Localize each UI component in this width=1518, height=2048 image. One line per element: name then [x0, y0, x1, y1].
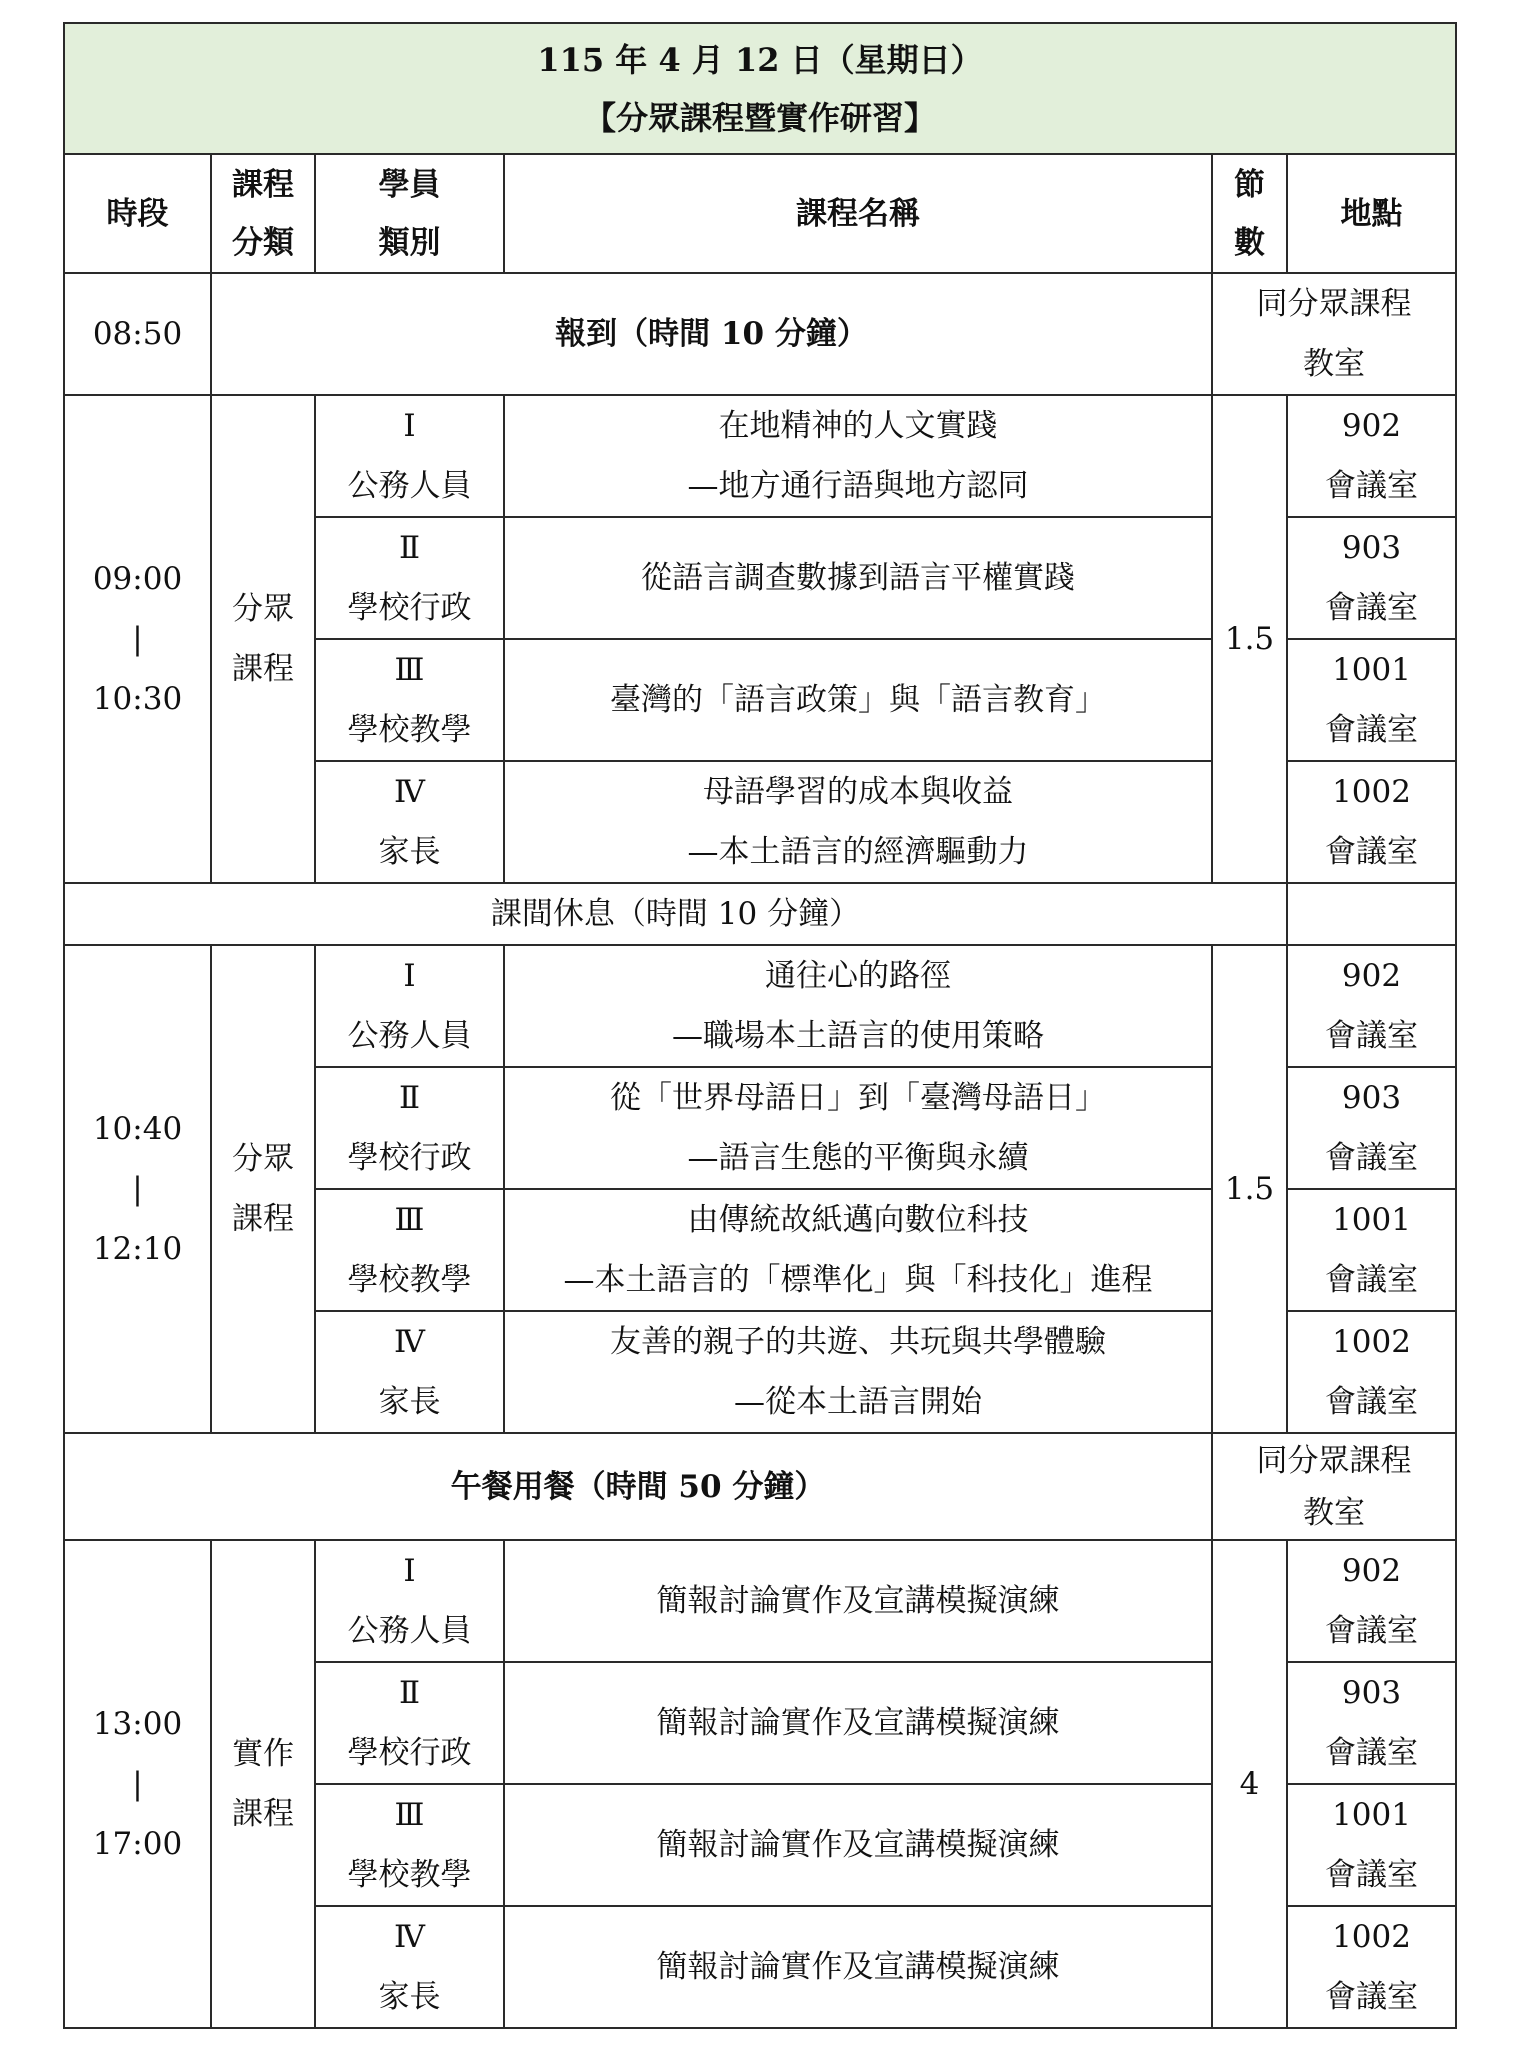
room-label: 會議室 — [1325, 1262, 1419, 1298]
session3-time-separator: | — [132, 1766, 143, 1802]
room-label: 會議室 — [1325, 468, 1419, 504]
session1-time — [64, 395, 211, 883]
course-cell — [504, 1540, 1212, 1662]
session3-category-line1: 實作 — [232, 1736, 294, 1772]
audience-label: 學校行政 — [347, 1140, 472, 1176]
session3-sessions: 4 — [1212, 1540, 1287, 2028]
audience-numeral: Ⅳ — [394, 774, 425, 810]
lunch-location — [1212, 1433, 1456, 1540]
room-label: 會議室 — [1325, 1979, 1419, 2015]
audience-cell — [315, 1189, 504, 1311]
break-row — [64, 883, 1456, 945]
audience-label: 公務人員 — [347, 468, 472, 504]
audience-numeral: Ⅲ — [394, 1797, 425, 1833]
session1-sessions: 1.5 — [1212, 395, 1287, 883]
course-cell — [504, 1784, 1212, 1906]
audience-numeral: Ⅲ — [394, 652, 425, 688]
room-number: 902 — [1341, 958, 1402, 994]
room-label: 會議室 — [1325, 1613, 1419, 1649]
course-title: 友善的親子的共遊、共玩與共學體驗 — [610, 1324, 1106, 1360]
checkin-row — [64, 273, 1456, 395]
title-banner — [64, 23, 1456, 154]
course-title: 簡報討論實作及宣講模擬演練 — [656, 1705, 1060, 1741]
audience-cell — [315, 1906, 504, 2028]
course-title: 簡報討論實作及宣講模擬演練 — [656, 1583, 1060, 1619]
audience-numeral: Ⅰ — [403, 408, 416, 444]
session2-sessions: 1.5 — [1212, 945, 1287, 1433]
header-sessions — [1212, 154, 1287, 273]
session2-time-start: 10:40 — [92, 1111, 183, 1147]
checkin-label: 報到（時間 10 分鐘） — [211, 273, 1212, 395]
audience-label: 學校教學 — [347, 712, 472, 748]
audience-numeral: Ⅱ — [398, 1675, 421, 1711]
audience-cell — [315, 945, 504, 1067]
session2-category-line2: 課程 — [232, 1201, 294, 1237]
header-audience-line2: 類別 — [378, 224, 441, 261]
session2-category — [211, 945, 315, 1433]
audience-cell — [315, 517, 504, 639]
lunch-row — [64, 1433, 1456, 1540]
header-location: 地點 — [1287, 154, 1456, 273]
course-title: 在地精神的人文實踐 — [718, 408, 998, 444]
course-subtitle: —從本土語言開始 — [734, 1384, 982, 1420]
course-cell — [504, 1662, 1212, 1784]
room-label: 會議室 — [1325, 834, 1419, 870]
location-cell — [1287, 1784, 1456, 1906]
room-label: 會議室 — [1325, 712, 1419, 748]
audience-numeral: Ⅳ — [394, 1919, 425, 1955]
event-subtitle: 【分眾課程暨實作研習】 — [584, 98, 937, 137]
course-cell — [504, 1189, 1212, 1311]
header-audience — [315, 154, 504, 273]
lunch-location-line2: 教室 — [1303, 1494, 1366, 1531]
room-number: 1001 — [1332, 1797, 1411, 1833]
header-category-line2: 分類 — [232, 224, 294, 261]
audience-numeral: Ⅳ — [394, 1324, 425, 1360]
course-cell — [504, 639, 1212, 761]
course-title: 臺灣的「語言政策」與「語言教育」 — [610, 682, 1106, 718]
audience-label: 公務人員 — [347, 1018, 472, 1054]
course-title: 簡報討論實作及宣講模擬演練 — [656, 1827, 1060, 1863]
session3-time — [64, 1540, 211, 2028]
course-title: 從語言調查數據到語言平權實踐 — [641, 560, 1075, 596]
room-number: 903 — [1341, 1080, 1402, 1116]
audience-numeral: Ⅱ — [398, 530, 421, 566]
header-category — [211, 154, 315, 273]
room-number: 902 — [1341, 408, 1402, 444]
audience-label: 家長 — [378, 1384, 441, 1420]
audience-numeral: Ⅱ — [398, 1080, 421, 1116]
session3-time-end: 17:00 — [92, 1826, 183, 1862]
course-subtitle: —職場本土語言的使用策略 — [672, 1018, 1044, 1054]
course-title: 從「世界母語日」到「臺灣母語日」 — [610, 1080, 1106, 1116]
location-cell — [1287, 1906, 1456, 2028]
header-course-name: 課程名稱 — [504, 154, 1212, 273]
room-label: 會議室 — [1325, 1384, 1419, 1420]
room-label: 會議室 — [1325, 1140, 1419, 1176]
course-cell — [504, 395, 1212, 517]
location-cell — [1287, 1662, 1456, 1784]
header-period: 時段 — [64, 154, 211, 273]
course-title: 通往心的路徑 — [765, 958, 951, 994]
room-number: 1002 — [1332, 774, 1411, 810]
course-subtitle: —語言生態的平衡與永續 — [687, 1140, 1029, 1176]
checkin-location-line2: 教室 — [1303, 346, 1366, 382]
audience-label: 家長 — [378, 1979, 441, 2015]
session1-row-1 — [64, 395, 1456, 517]
location-cell — [1287, 761, 1456, 883]
course-cell — [504, 1906, 1212, 2028]
course-cell — [504, 945, 1212, 1067]
break-location — [1287, 883, 1456, 945]
course-cell — [504, 1067, 1212, 1189]
session2-time-end: 12:10 — [92, 1231, 183, 1267]
course-cell — [504, 1311, 1212, 1433]
room-number: 1001 — [1332, 1202, 1411, 1238]
header-sessions-line1: 節 — [1234, 166, 1265, 203]
audience-numeral: Ⅰ — [403, 958, 416, 994]
session3-category-line2: 課程 — [232, 1796, 294, 1832]
session2-category-line1: 分眾 — [232, 1141, 294, 1177]
lunch-label: 午餐用餐（時間 50 分鐘） — [64, 1433, 1212, 1540]
course-title: 母語學習的成本與收益 — [703, 774, 1013, 810]
room-number: 1002 — [1332, 1919, 1411, 1955]
room-number: 1001 — [1332, 652, 1411, 688]
session2-time-separator: | — [132, 1171, 143, 1207]
session1-time-separator: | — [132, 621, 143, 657]
audience-label: 學校行政 — [347, 590, 472, 626]
session1-time-end: 10:30 — [92, 681, 183, 717]
course-title: 簡報討論實作及宣講模擬演練 — [656, 1949, 1060, 1985]
audience-label: 學校教學 — [347, 1857, 472, 1893]
session3-time-start: 13:00 — [92, 1706, 183, 1742]
room-label: 會議室 — [1325, 1735, 1419, 1771]
location-cell — [1287, 639, 1456, 761]
audience-label: 公務人員 — [347, 1613, 472, 1649]
checkin-location-line1: 同分眾課程 — [1256, 286, 1412, 322]
title-row — [64, 23, 1456, 154]
audience-label: 學校行政 — [347, 1735, 472, 1771]
location-cell — [1287, 517, 1456, 639]
room-number: 903 — [1341, 1675, 1402, 1711]
header-row — [64, 154, 1456, 273]
course-subtitle: —地方通行語與地方認同 — [687, 468, 1029, 504]
audience-cell — [315, 1662, 504, 1784]
session3-row-1 — [64, 1540, 1456, 1662]
header-sessions-line2: 數 — [1234, 224, 1265, 261]
audience-cell — [315, 1311, 504, 1433]
location-cell — [1287, 1311, 1456, 1433]
header-category-line1: 課程 — [232, 166, 294, 203]
audience-cell — [315, 761, 504, 883]
session3-category — [211, 1540, 315, 2028]
audience-cell — [315, 1784, 504, 1906]
schedule-table — [63, 22, 1457, 2029]
course-title: 由傳統故紙邁向數位科技 — [687, 1202, 1029, 1238]
header-audience-line1: 學員 — [378, 166, 441, 203]
audience-label: 學校教學 — [347, 1262, 472, 1298]
audience-cell — [315, 1540, 504, 1662]
session2-row-1 — [64, 945, 1456, 1067]
location-cell — [1287, 395, 1456, 517]
lunch-location-line1: 同分眾課程 — [1256, 1442, 1412, 1479]
room-number: 902 — [1341, 1553, 1402, 1589]
location-cell — [1287, 945, 1456, 1067]
checkin-time: 08:50 — [64, 273, 211, 395]
location-cell — [1287, 1540, 1456, 1662]
course-subtitle: —本土語言的經濟驅動力 — [687, 834, 1029, 870]
room-number: 903 — [1341, 530, 1402, 566]
audience-numeral: Ⅲ — [394, 1202, 425, 1238]
break-label: 課間休息（時間 10 分鐘） — [64, 883, 1287, 945]
room-label: 會議室 — [1325, 1018, 1419, 1054]
session2-time — [64, 945, 211, 1433]
location-cell — [1287, 1189, 1456, 1311]
session1-category-line2: 課程 — [232, 651, 294, 687]
location-cell — [1287, 1067, 1456, 1189]
session1-category — [211, 395, 315, 883]
course-cell — [504, 761, 1212, 883]
room-label: 會議室 — [1325, 590, 1419, 626]
audience-cell — [315, 395, 504, 517]
audience-cell — [315, 639, 504, 761]
course-subtitle: —本土語言的「標準化」與「科技化」進程 — [563, 1262, 1153, 1298]
date-title: 115 年 4 月 12 日（星期日） — [537, 40, 983, 79]
audience-numeral: Ⅰ — [403, 1553, 416, 1589]
audience-cell — [315, 1067, 504, 1189]
checkin-location — [1212, 273, 1456, 395]
room-label: 會議室 — [1325, 1857, 1419, 1893]
course-cell — [504, 517, 1212, 639]
session1-time-start: 09:00 — [92, 561, 183, 597]
room-number: 1002 — [1332, 1324, 1411, 1360]
session1-category-line1: 分眾 — [232, 591, 294, 627]
audience-label: 家長 — [378, 834, 441, 870]
